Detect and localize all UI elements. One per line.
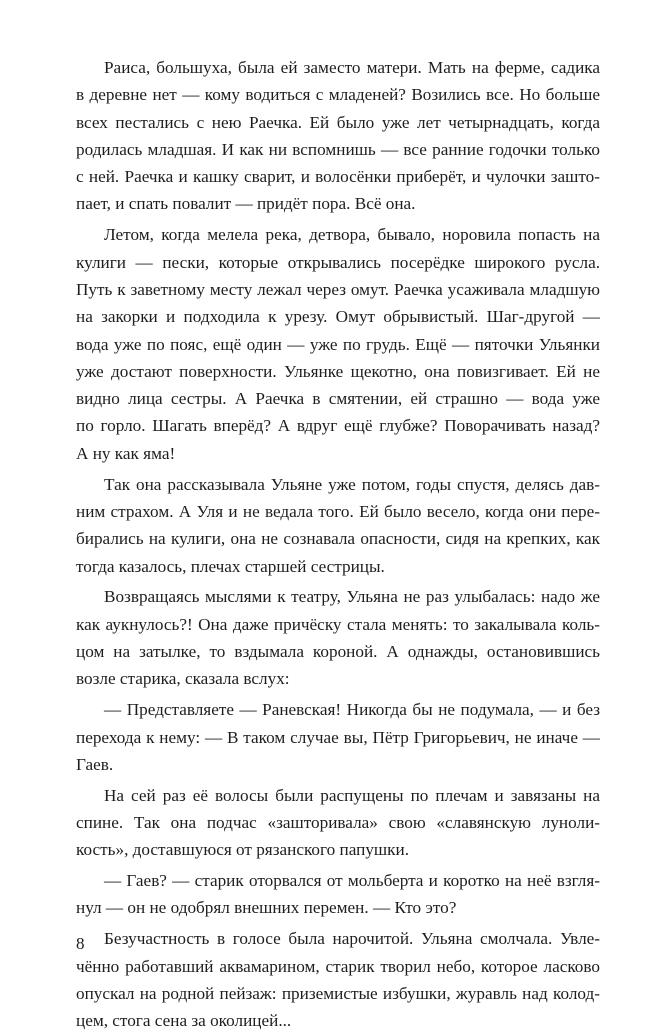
text-line: А ну как яма! bbox=[76, 443, 176, 463]
paragraph bbox=[76, 54, 600, 218]
text-line: — Гаев? — старик оторвался от мольберта и коротко на неё взгля- bbox=[104, 871, 600, 891]
text-line: всех пестались с нею Раечка. Ей было уже лет четырнадцать, когда bbox=[76, 112, 600, 132]
text-line: спине. Так она подчас «зашторивала» свою «славянскую луноли- bbox=[76, 812, 600, 832]
text-line: уже достают поверхности. Ульянке щекотно, она повизгивает. Ей не bbox=[76, 361, 600, 381]
text-line: родилась младшая. И как ни вспомнишь — все ранние годочки только bbox=[76, 139, 600, 159]
paragraph bbox=[76, 867, 600, 922]
text-line: Возвращаясь мыслями к театру, Ульяна не раз улыбалась: надо же bbox=[104, 587, 600, 607]
paragraph bbox=[76, 583, 600, 692]
text-line: перехода к нему: — В таком случае вы, Пётр Григорьевич, не иначе — bbox=[76, 727, 600, 747]
text-line: видно лица сестры. А Раечка в смятении, ей страшно — вода уже bbox=[76, 389, 600, 409]
text-line: в деревне нет — кому водиться с младеней? Возились все. Но больше bbox=[76, 85, 600, 105]
text-line: кулиги — пески, которые открывались посерёдке широкого русла. bbox=[76, 252, 600, 272]
text-line: — Представляете — Раневская! Никогда бы не подумала, — и без bbox=[104, 700, 600, 720]
text-line: Так она рассказывала Ульяне уже потом, годы спустя, делясь дав- bbox=[104, 474, 600, 494]
text-line: тогда казалось, плечах старшей сестрицы. bbox=[76, 556, 385, 576]
text-line: кость», доставшуюся от рязанского папушки. bbox=[76, 840, 409, 860]
text-line: пает, и спать повалит — придёт пора. Всё она. bbox=[76, 194, 416, 214]
text-line: вода уже по пояс, ещё один — уже по грудь. Ещё — пяточки Ульянки bbox=[76, 334, 600, 354]
page-number: 8 bbox=[76, 934, 85, 953]
text-line: Раиса, большуха, была ей заместо матери. Мать на ферме, садика bbox=[104, 58, 600, 77]
text-line: с ней. Раечка и кашку сварит, и волосёнки приберёт, и чулочки зашто- bbox=[76, 167, 600, 187]
text-line: возле старика, сказала вслух: bbox=[76, 669, 290, 689]
text-line: на закорки и подходила к урезу. Омут обрывистый. Шаг-другой — bbox=[76, 307, 600, 327]
text-line: Гаев. bbox=[76, 754, 114, 774]
text-line: нул — он не одобрял внешних перемен. — Кто это? bbox=[76, 898, 457, 918]
text-line: опускал на родной пейзаж: приземистые избушки, журавль над колод- bbox=[76, 983, 600, 1003]
text-line: Безучастность в голосе была нарочитой. Ульяна смолчала. Увле- bbox=[104, 929, 600, 949]
page-text bbox=[76, 54, 600, 1035]
text-line: ним страхом. А Уля и не ведала того. Ей было весело, когда они пере- bbox=[76, 501, 600, 521]
text-line: цом на затылке, то вздымала короной. А однажды, остановившись bbox=[76, 642, 600, 662]
text-line: как аукнулось?! Она даже причёску стала менять: то закалывала коль- bbox=[76, 614, 600, 634]
paragraph bbox=[76, 782, 600, 864]
text-line: Путь к заветному месту лежал через омут. Раечка усаживала младшую bbox=[76, 279, 600, 299]
paragraph bbox=[76, 925, 600, 1034]
text-line: На сей раз её волосы были распущены по плечам и завязаны на bbox=[104, 785, 600, 805]
text-line: бирались на кулиги, она не сознавала опасности, сидя на крепких, как bbox=[76, 529, 600, 549]
text-line: чённо работавший аквамарином, старик творил небо, которое ласково bbox=[76, 956, 600, 976]
text-line: Летом, когда мелела река, детвора, бывало, норовила попасть на bbox=[104, 225, 600, 245]
paragraph bbox=[76, 221, 600, 467]
text-line: по горло. Шагать вперёд? А вдруг ещё глубже? Поворачивать назад? bbox=[76, 416, 600, 436]
text-line: цем, стога сена за околицей... bbox=[76, 1011, 292, 1031]
paragraph bbox=[76, 471, 600, 580]
paragraph bbox=[76, 696, 600, 778]
